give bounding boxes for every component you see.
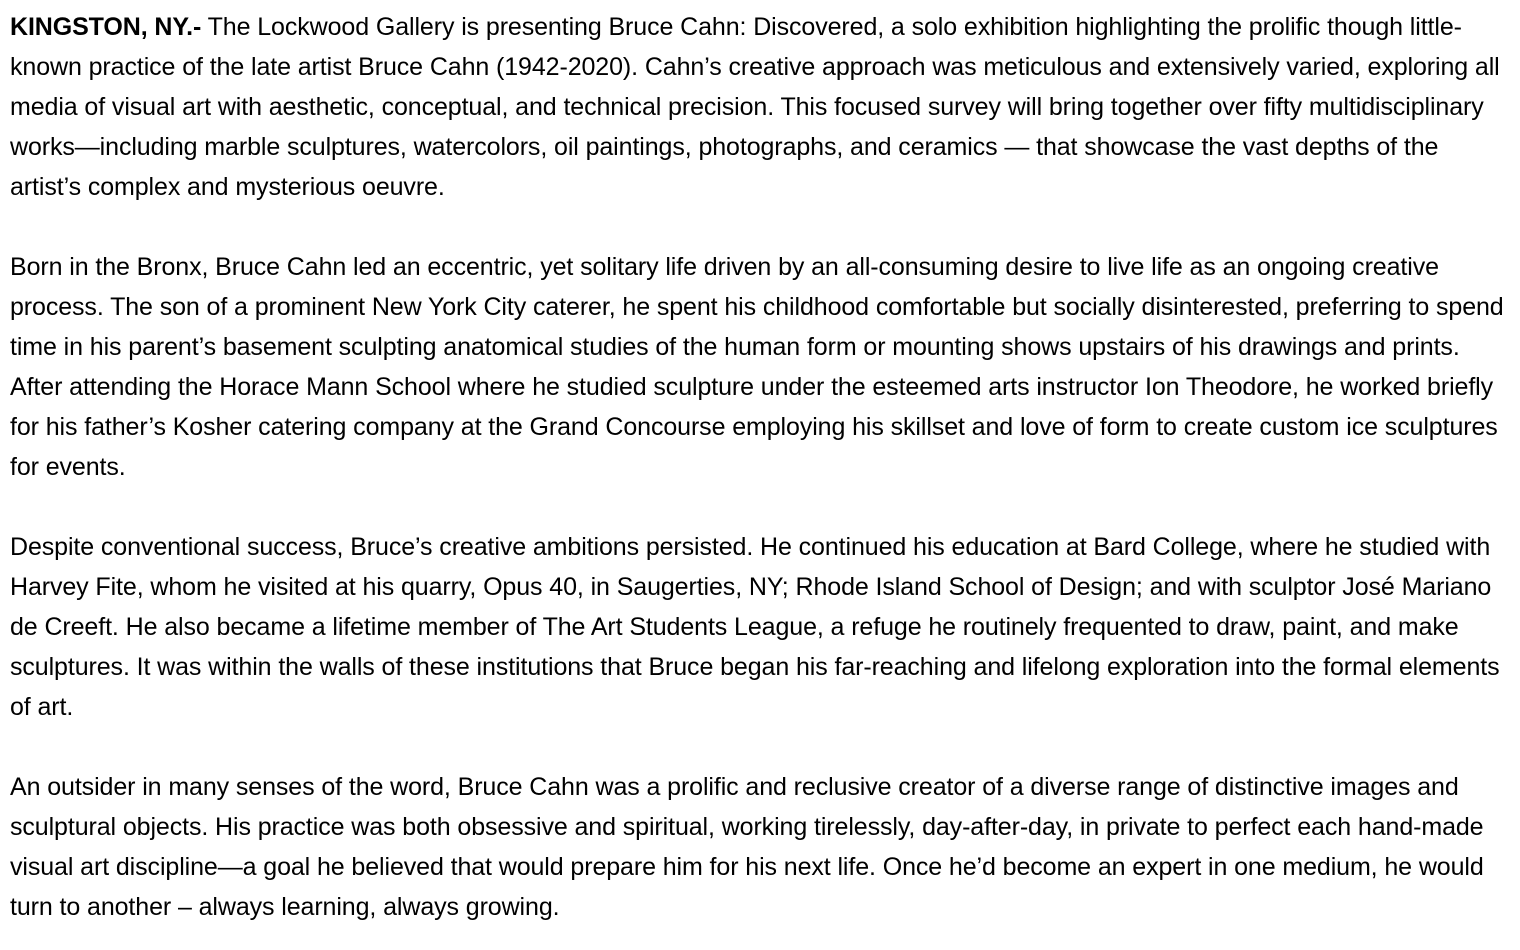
paragraph-biography: Born in the Bronx, Bruce Cahn led an eccentric, yet solitary life driven by an all-consuming desire to live life as an ongoing creative process. The son of a prominent New York City caterer, he spent his childhood comfortable but socially disinterested, preferring to spend time in his parent’s basement sculpting anatomical studies of the human form or mounting shows upstairs of his drawings and prints. After attending the Horace Mann School where he studied sculpture under the esteemed arts instructor Ion Theodore, he worked briefly for his father’s Kosher catering company at the Grand Concourse employing his skillset and love of form to create custom ice sculptures for events. (10, 253, 1504, 481)
dateline: KINGSTON, NY.- (10, 13, 202, 41)
paragraph-intro (10, 7, 1510, 207)
paragraph-practice: An outsider in many senses of the word, Bruce Cahn was a prolific and reclusive creator of a diverse range of distinctive images and sculptural objects. His practice was both obsessive and spiritual, working tirelessly, day-after-day, in private to perfect each hand-made visual art discipline—a goal he believed that would prepare him for his next life. Once he’d become an expert in one medium, he would turn to another – always learning, always growing. (10, 773, 1484, 921)
article-body (10, 7, 1510, 927)
paragraph-education: Despite conventional success, Bruce’s creative ambitions persisted. He continued his education at Bard College, where he studied with Harvey Fite, whom he visited at his quarry, Opus 40, in Saugerties, NY; Rhode Island School of Design; and with sculptor José Mariano de Creeft. He also became a lifetime member of The Art Students League, a refuge he routinely frequented to draw, paint, and make sculptures. It was within the walls of these institutions that Bruce began his far-reaching and lifelong exploration into the formal elements of art. (10, 533, 1500, 721)
paragraph-intro-text: The Lockwood Gallery is presenting Bruce Cahn: Discovered, a solo exhibition highlighting the prolific though little-known practice of the late artist Bruce Cahn (1942-2020). Cahn’s creative approach was meticulous and extensively varied, exploring all media of visual art with aesthetic, conceptual, and technical precision. This focused survey will bring together over fifty multidisciplinary works—including marble sculptures, watercolors, oil paintings, photographs, and ceramics — that showcase the vast depths of the artist’s complex and mysterious oeuvre. (10, 13, 1500, 201)
